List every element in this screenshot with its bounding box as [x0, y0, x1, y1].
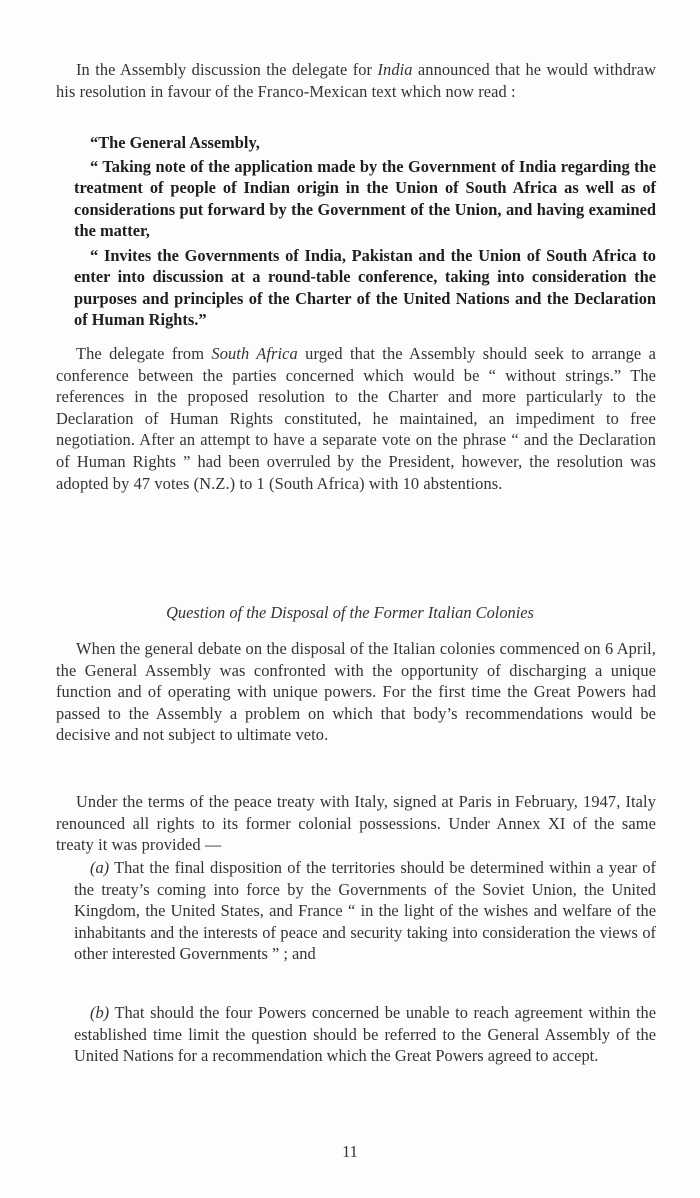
paragraph-peace-treaty: Under the terms of the peace treaty with Italy, signed at Paris in February, 1947, Italy renounced all rights to its former colonial possessions. Under Annex XI of the same treaty it was provided —	[56, 792, 656, 855]
list-item-a	[74, 857, 656, 965]
list-label: (b)	[90, 1003, 110, 1022]
list-text: That the final disposition of the territories should be determined within a year of the treaty’s coming into force by the Governments of the Soviet Union, the United Kingdom, the United States, and France “ in the light of the wishes and welfare of the inhabitants and the interests of peace and security taking into consideration the views of other interested Governments ” ; and	[74, 858, 656, 964]
quote-invites: “ Invites the Governments of India, Pakistan and the Union of South Africa to enter into discussion at a round-table conference, taking into consideration the purposes and principles of the Charter of the United Nations and the Declaration of Human Rights.”	[74, 246, 656, 330]
paragraph-general-debate: When the general debate on the disposal of the Italian colonies commenced on 6 April, the General Assembly was confronted with the opportunity of discharging a unique function and of operating with unique powers. For the first time the Great Powers had passed to the Assembly a problem on which that body’s recommendations would be decisive and not subject to ultimate veto.	[56, 639, 656, 745]
text-run: The delegate from	[76, 344, 212, 363]
paragraph-south-africa	[56, 343, 656, 494]
list-text: That should the four Powers concerned be unable to reach agreement within the established time limit the question should be referred to the General Assembly of the United Nations for a recommendation which the Great Powers agreed to accept.	[74, 1003, 656, 1066]
text-run: In the Assembly discussion the delegate for	[76, 60, 378, 79]
quote-taking-note: “ Taking note of the application made by the Government of India regarding the treatment of people of Indian origin in the Union of South Africa as well as of considerations put forward by the Government of the Union, and having examined the matter,	[74, 157, 656, 241]
page-number: 11	[342, 1142, 358, 1161]
emphasis-south-africa: South Africa	[211, 344, 298, 363]
emphasis-india: India	[377, 60, 413, 79]
list-item-b	[74, 1002, 656, 1067]
text-run: announced that he would withdraw his resolution in favour of the Franco-Mexican text which now read :	[56, 60, 657, 101]
quote-line-general-assembly: “The General Assembly,	[90, 133, 260, 152]
paragraph-india-withdrawal	[56, 59, 656, 102]
list-label: (a)	[90, 858, 110, 877]
section-heading: Question of the Disposal of the Former Italian Colonies	[166, 603, 534, 622]
text-run: urged that the Assembly should seek to arrange a conference between the parties concerned which would be “ without strings.” The references in the proposed resolution to the Charter and more particularly to the Declaration of Human Rights constituted, he maintained, an impediment to free negotiation. After an attempt to have a separate vote on the phrase “ and the Declaration of Human Rights ” had been overruled by the President, however, the resolution was adopted by 47 votes (N.Z.) to 1 (South Africa) with 10 abstentions.	[56, 344, 656, 493]
